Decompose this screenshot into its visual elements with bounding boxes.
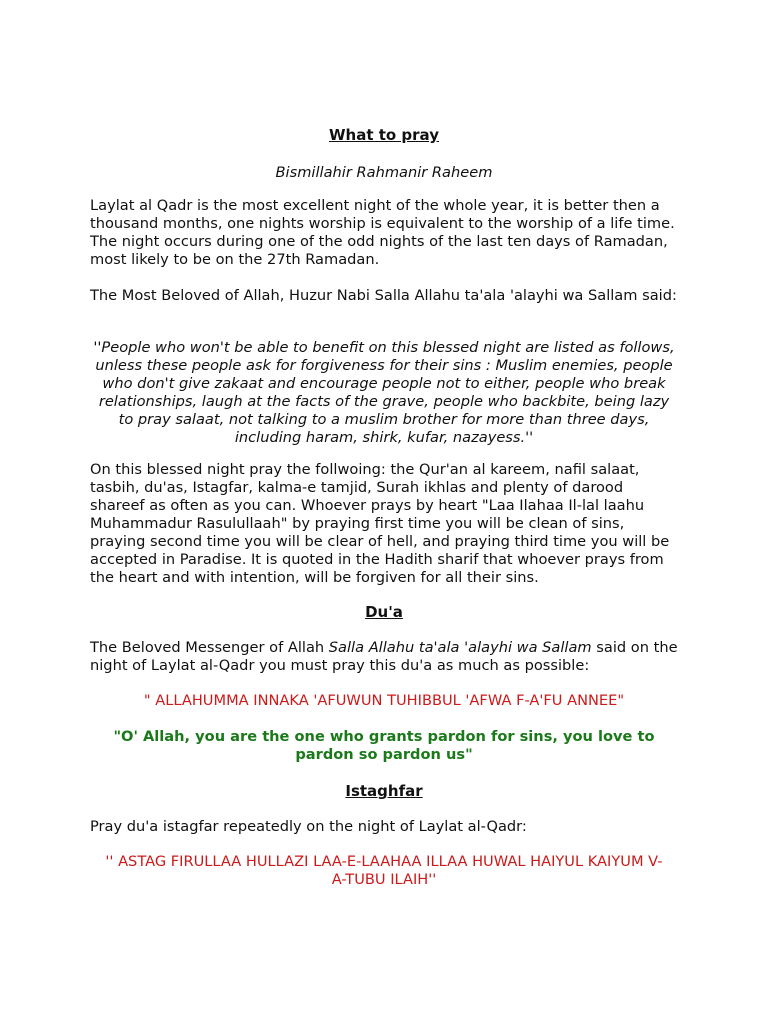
hadith-quote: ''People who won't be able to benefit on this blessed night are listed as follows, unless these people ask for forgiveness for their sins : Muslim enemies, people who don't give zakaat and encourage people not to either, people who break relationships, laugh at the facts of the grave, people who backbite, being lazy to pray salaat, not talking to a muslim brother for more than three days, including haram, shirk, kufar, nazayess.'': [93, 339, 675, 446]
dua-arabic-text: " ALLAHUMMA INNAKA 'AFUWUN TUHIBBUL 'AFWA F-A'FU ANNEE": [143, 692, 625, 709]
istaghfar-arabic-text: '' ASTAG FIRULLAA HULLAZI LAA-E-LAAHAA ILLAA HUWAL HAIYUL KAIYUM V-A-TUBU ILAIH'': [105, 853, 663, 888]
istaghfar-intro-paragraph: Pray du'a istagfar repeatedly on the night of Laylat al-Qadr:: [90, 818, 527, 835]
dua-intro-post: said on the night of Laylat al-Qadr you must pray this du'a as much as possible:: [90, 639, 678, 674]
blessed-night-paragraph: On this blessed night pray the follwoing: the Qur'an al kareem, nafil salaat, tasbih, du'as, Istagfar, kalma-e tamjid, Surah ikhlas and plenty of darood shareef as often as you can. Whoever prays by heart "Laa Ilahaa Il-lal laahu Muhammadur Rasulullaah" by praying first time you will be clean of sins, praying second time you will be clear of hell, and praying third time you will be accepted in Paradise. It is quoted in the Hadith sharif that whoever prays from the heart and with intention, will be forgiven for all their sins.: [90, 461, 670, 586]
dua-intro-pre: The Beloved Messenger of Allah: [90, 639, 329, 656]
dua-translation-text: "O' Allah, you are the one who grants pardon for sins, you love to pardon so pardon us": [113, 728, 655, 763]
dua-heading: Du'a: [365, 603, 403, 621]
dua-intro-salutation: Salla Allahu ta'ala 'alayhi wa Sallam: [328, 639, 592, 656]
istaghfar-heading: Istaghfar: [345, 782, 423, 800]
intro-paragraph: Laylat al Qadr is the most excellent night of the whole year, it is better then a thousand months, one nights worship is equivalent to the worship of a life time. The night occurs during one of the odd nights of the last ten days of Ramadan, most likely to be on the 27th Ramadan.: [90, 197, 675, 268]
beloved-said-paragraph: The Most Beloved of Allah, Huzur Nabi Salla Allahu ta'ala 'alayhi wa Sallam said:: [90, 287, 677, 304]
bismillah-line: Bismillahir Rahmanir Raheem: [275, 164, 493, 181]
page-title: What to pray: [328, 126, 439, 144]
dua-intro-paragraph: [90, 639, 678, 675]
